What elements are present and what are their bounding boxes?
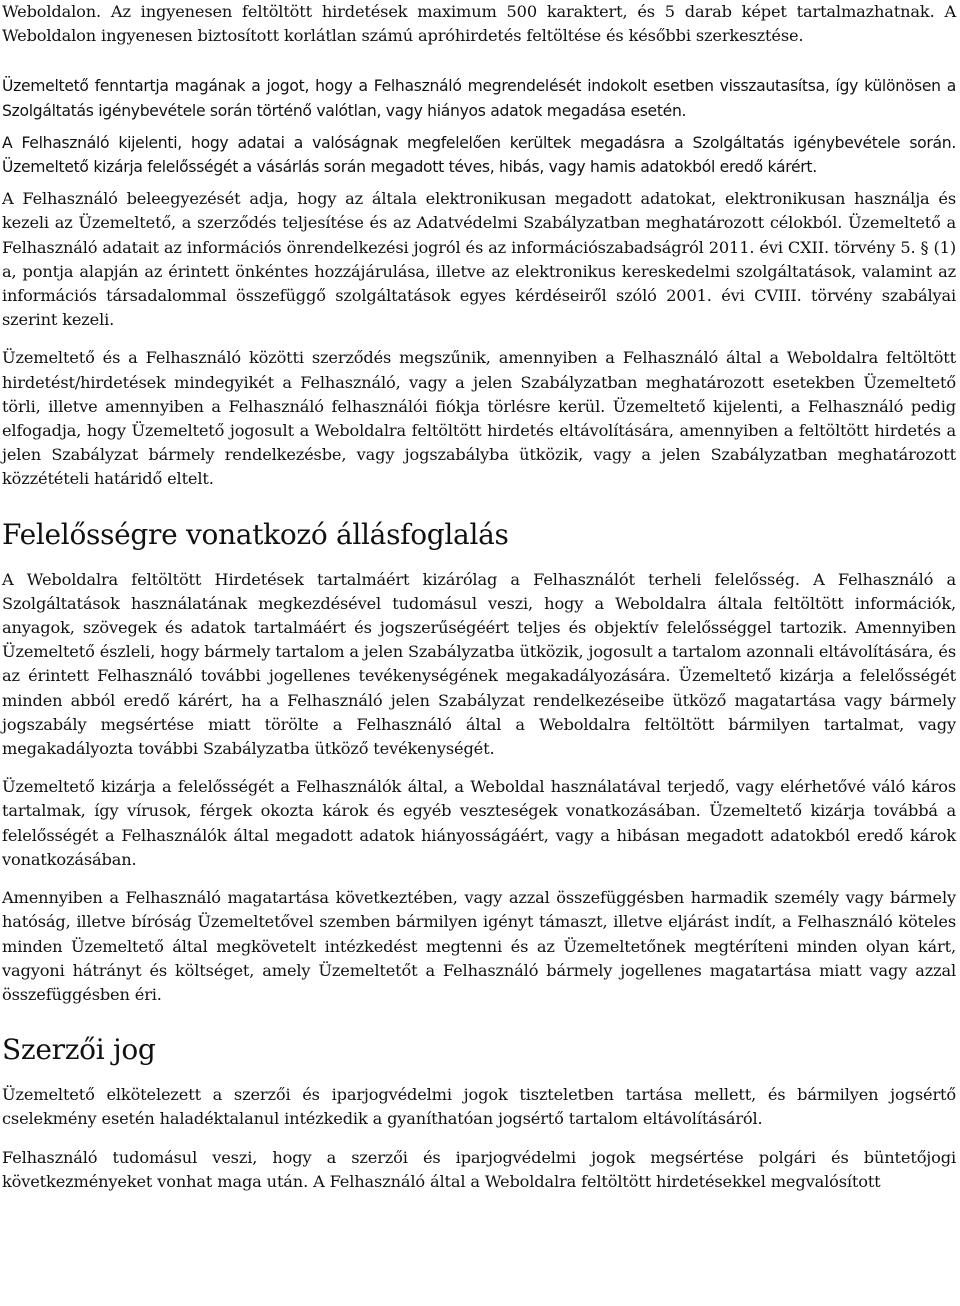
- paragraph-third-party-claims: Amennyiben a Felhasználó magatartása következtében, vagy azzal összefüggésben harmadik személy vagy bármely hatóság, illetve bíróság Üzemeltetővel szemben bármilyen igényt támaszt, illetve eljárást indít, a Felhasználó köteles minden Üzemeltető által megkövetelt intézkedést megtenni és az Üzemeltetőnek megtéríteni minden olyan kárt, vagyoni hátrányt és költséget, amely Üzemeltetőt a Felhasználó bármely jogellenes magatartása miatt vagy azzal összefüggésben éri.: [2, 888, 956, 1004]
- paragraph-copyright-consequences: Felhasználó tudomásul veszi, hogy a szerzői és iparjogvédelmi jogok megsértése polgári és büntetőjogi következményeket vonhat maga után. A Felhasználó által a Weboldalra feltöltött hirdetésekkel megvalósított: [2, 1147, 956, 1191]
- paragraph-harmful-content: Üzemeltető kizárja a felelősségét a Felhasználók által, a Weboldal használatával terjedő, vagy elérhetővé váló káros tartalmak, így vírusok, férgek okozta károk és egyéb veszteségek vonatkozásában. Üzemeltető kizárja továbbá a felelősségét a Felhasználók által megadott adatok hiányosságáért, vagy a hibásan megadott adatokból eredő károk vonatkozásában.: [2, 777, 956, 869]
- paragraph-data-consent: A Felhasználó beleegyezését adja, hogy az általa elektronikusan megadott adatokat, elektronikusan használja és kezeli az Üzemeltető, a szerződés teljesítése és az Adatvédelmi Szabályzatban meghatározott célokból. Üzemeltető a Felhasználó adatait az információs önrendelkezési jogról és az információszabadságról 2011. évi CXII. törvény 5. § (1) a, pontja alapján az érintett önkéntes hozzájárulása, illetve az elektronikus kereskedelmi szolgáltatások, valamint az információs társadalommal összefüggő szolgáltatások egyes kérdéseiről szóló 2001. évi CVIII. törvény szabályai szerint kezeli.: [2, 189, 956, 330]
- paragraph-upload-limits: Weboldalon. Az ingyenesen feltöltött hirdetések maximum 500 karaktert, és 5 darab képet tartalmazhatnak. A Weboldalon ingyenesen biztosított korlátlan számú apróhirdetés feltöltése és későbbi szerkesztése.: [2, 2, 956, 46]
- section-heading-copyright: Szerzői jog: [2, 1033, 156, 1067]
- paragraph-data-accuracy: A Felhasználó kijelenti, hogy adatai a valóságnak megfelelően kerültek megadásra a Szolgáltatás igénybevétele során. Üzemeltető kizárja felelősségét a vásárlás során megadott téves, hibás, vagy hamis adatokból eredő kárért.: [2, 133, 956, 177]
- paragraph-contract-termination: Üzemeltető és a Felhasználó közötti szerződés megszűnik, amennyiben a Felhasználó által a Weboldalra feltöltött hirdetést/hirdetések mindegyikét a Felhasználó, vagy a jelen Szabályzatban meghatározott esetekben Üzemeltető törli, illetve amennyiben a Felhasználó felhasználói fiókja törlésre kerül. Üzemeltető kijelenti, a Felhasználó pedig elfogadja, hogy Üzemeltető jogosult a Weboldalra feltöltött hirdetés eltávolítására, amennyiben a feltöltött hirdetés a jelen Szabályzat bármely rendelkezésbe, vagy jogszabályba ütközik, vagy a jelen Szabályzatban meghatározott közzétételi határidő eltelt.: [2, 348, 956, 489]
- document-page: [2, 0, 956, 1194]
- paragraph-copyright-commitment: Üzemeltető elkötelezett a szerzői és iparjogvédelmi jogok tiszteletben tartása mellett, és bármilyen jogsértő cselekmény esetén haladéktalanul intézkedik a gyaníthatóan jogsértő tartalom eltávolításáról.: [2, 1085, 956, 1129]
- paragraph-order-refusal: Üzemeltető fenntartja magának a jogot, hogy a Felhasználó megrendelését indokolt esetben visszautasítsa, így különösen a Szolgáltatás igénybevétele során történő valótlan, vagy hiányos adatok megadása esetén.: [2, 77, 956, 120]
- section-heading-liability: Felelősségre vonatkozó állásfoglalás: [2, 517, 509, 551]
- paragraph-content-liability: A Weboldalra feltöltött Hirdetések tartalmáért kizárólag a Felhasználót terheli felelősség. A Felhasználó a Szolgáltatások használatának megkezdésével tudomásul veszi, hogy a Weboldalra általa feltöltött információk, anyagok, szövegek és adatok tartalmáért és jogszerűségéért teljes és objektív felelősséggel tartozik. Amennyiben Üzemeltető észleli, hogy bármely tartalom a jelen Szabályzatba ütközik, jogosult a tartalom azonnali eltávolítására, és az érintett Felhasználó további jogellenes tevékenységének megakadályozására. Üzemeltető kizárja a felelősségét minden abból eredő kárért, ha a Felhasználó jelen Szabályzat rendelkezéseibe ütköző magatartása vagy bármely jogszabály megsértése miatt törölte a Felhasználó által a Weboldalra feltöltött bármilyen tartalmat, vagy megakadályozta további Szabályzatba ütköző tevékenységét.: [2, 569, 956, 759]
